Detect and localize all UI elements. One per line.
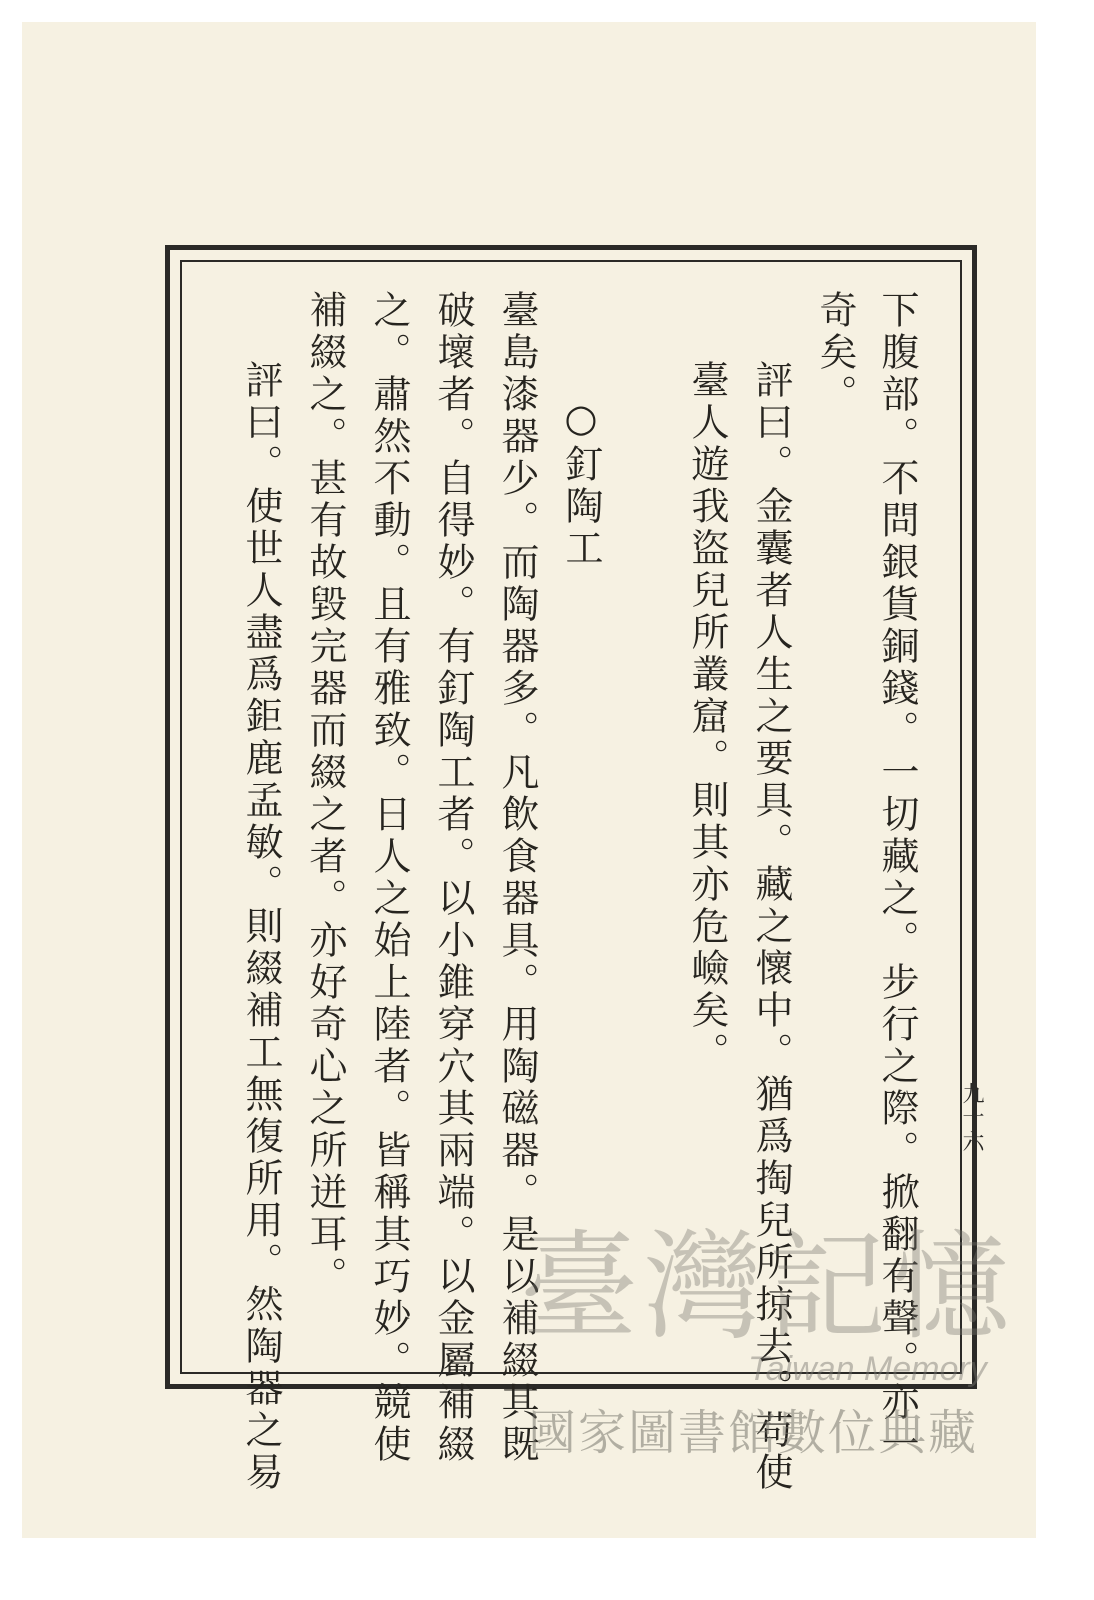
text-column-4: 臺人遊我盜兒所叢窟。則其亦危嶮矣。 (685, 360, 729, 1074)
watermark-calligraphy: 臺灣記憶 (520, 1218, 1017, 1356)
book-page (22, 22, 1036, 1538)
watermark-chinese: 國家圖書館數位典藏 (528, 1405, 979, 1461)
text-column-8: 之。肅然不動。且有雅致。日人之始上陸者。皆稱其巧妙。競使 (367, 290, 411, 1466)
page-number: 九十六 (959, 1082, 984, 1154)
text-column-7: 破壞者。自得妙。有釘陶工者。以小錐穿穴其兩端。以金屬補綴 (431, 290, 475, 1466)
watermark-english: Taiwan Memory (748, 1350, 987, 1388)
text-column-2: 奇矣。 (813, 290, 857, 416)
text-column-9: 補綴之。甚有故毀完器而綴之者。亦好奇心之所迸耳。 (303, 290, 347, 1298)
text-column-1: 下腹部。不問銀貨銅錢。一切藏之。步行之際。掀翻有聲。亦一 (875, 290, 919, 1466)
section-heading: ○釘陶工 (559, 396, 603, 570)
text-column-10: 評曰。使世人盡爲鉅鹿孟敏。則綴補工無復所用。然陶器之易 (239, 360, 283, 1494)
text-column-6: 臺島漆器少。而陶器多。凡飲食器具。用陶磁器。是以補綴其既 (495, 290, 539, 1466)
text-column-3: 評曰。金囊者人生之要具。藏之懷中。猶爲掏兒所掠去。苟使 (749, 360, 793, 1494)
